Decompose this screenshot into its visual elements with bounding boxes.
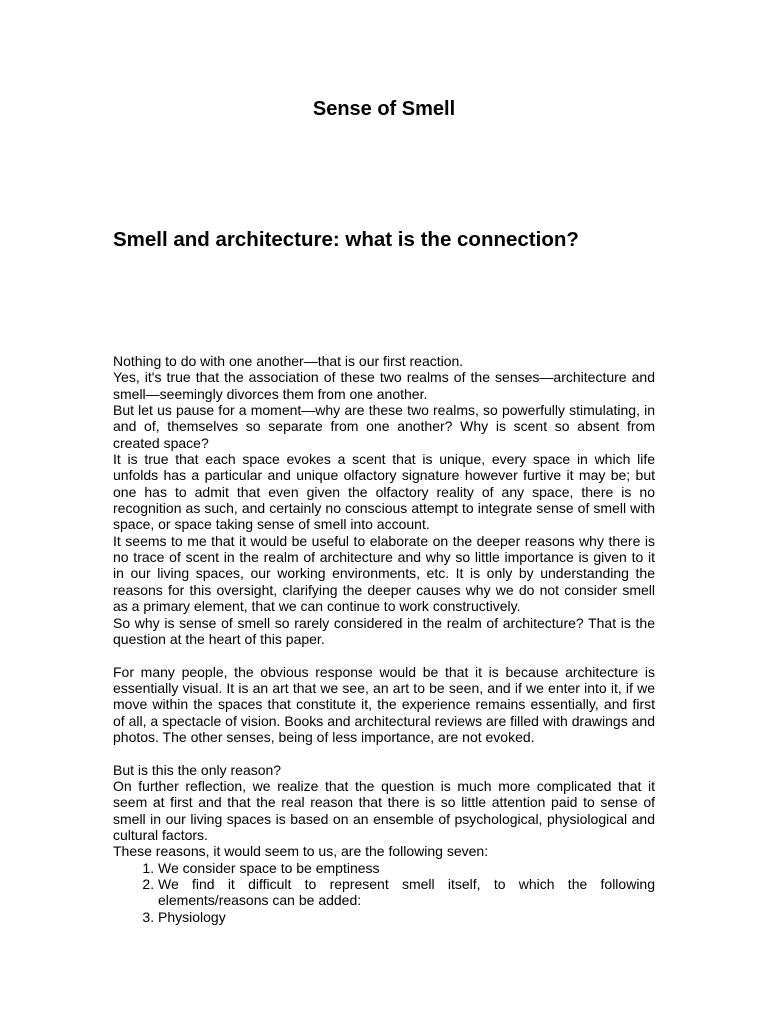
paragraph: For many people, the obvious response would be that it is because architecture is essentially visual. It is an art that we see, an art to be seen, and if we enter into it, if we move within the spaces that constitute it, the experience remains essentially, and first of all, a spectacle of vision. Books and architectural reviews are filled with drawings and photos. The other senses, being of less importance, are not evoked. xyxy=(113,663,655,745)
list-item: 1. We consider space to be emptiness xyxy=(158,860,655,876)
paragraph: So why is sense of smell so rarely considered in the realm of architecture? That is the question at the heart of this paper. xyxy=(113,614,655,647)
paragraph: But let us pause for a moment—why are these two realms, so powerfully stimulating, in and of, themselves so separate from one another? Why is scent so absent from created space? xyxy=(113,402,655,451)
paragraph: It is true that each space evokes a scent that is unique, every space in which life unfolds has a particular and unique olfactory signature however furtive it may be; but one has to admit that even given the olfactory reality of any space, there is no recognition as such, and certainly no conscious attempt to integrate sense of smell with space, or space taking sense of smell into account. xyxy=(113,451,655,533)
paragraph-spacer xyxy=(113,647,655,663)
section-heading: Smell and architecture: what is the connection? xyxy=(113,228,579,251)
list-item: 3. Physiology xyxy=(158,909,655,925)
list-item: 2. We find it difficult to represent smell itself, to which the following elements/reasons can be added: xyxy=(158,876,655,909)
paragraph: Nothing to do with one another—that is our first reaction. xyxy=(113,353,464,369)
paragraph-spacer xyxy=(113,745,655,761)
paragraph: These reasons, it would seem to us, are the following seven: xyxy=(113,843,489,860)
paragraph: Yes, it's true that the association of these two realms of the senses—architecture and smell—seemingly divorces them from one another. xyxy=(113,369,655,402)
paragraph: It seems to me that it would be useful to elaborate on the deeper reasons why there is no trace of scent in the realm of architecture and why so little importance is given to it in our living spaces, our working environments, etc. It is only by understanding the reasons for this oversight, clarifying the deeper causes why we do not consider smell as a primary element, that we can continue to work constructively. xyxy=(113,532,655,615)
body-text xyxy=(113,353,655,925)
document-title: Sense of Smell xyxy=(312,98,456,120)
paragraph: But is this the only reason? xyxy=(113,761,282,778)
reasons-list xyxy=(113,860,655,925)
paragraph: On further reflection, we realize that the question is much more complicated that it seem at first and that the real reason that there is so little attention paid to sense of smell in our living spaces is based on an ensemble of psychological, physiological and cultural factors. xyxy=(113,777,655,843)
